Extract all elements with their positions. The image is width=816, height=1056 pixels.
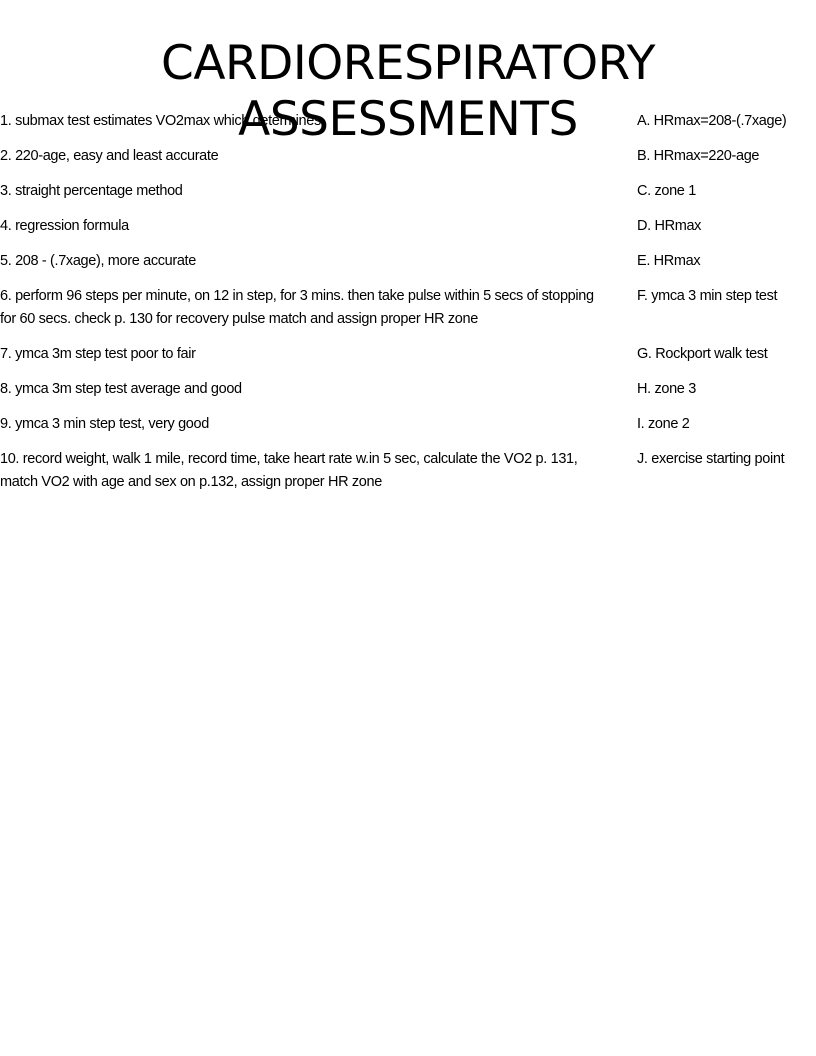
question-text: 8. ymca 3m step test average and good — [0, 381, 242, 397]
question-text: 10. record weight, walk 1 mile, record time, take heart rate w.in 5 sec, calculate the VO2 p. 131, match VO2 with age and sex on p.132, assign proper HR zone — [0, 451, 578, 490]
answer-option: B. HRmax=220-age — [637, 148, 760, 164]
question-text: 2. 220-age, easy and least accurate — [0, 148, 219, 164]
answer-option: C. zone 1 — [637, 183, 696, 199]
list-item — [0, 448, 816, 506]
answer-option: D. HRmax — [637, 218, 702, 234]
list-item — [0, 285, 816, 343]
list-item — [0, 180, 816, 215]
answer-option: F. ymca 3 min step test — [637, 288, 778, 304]
list-item — [0, 413, 816, 448]
answer-option: I. zone 2 — [637, 416, 690, 432]
question-text: 3. straight percentage method — [0, 183, 183, 199]
answer-option: G. Rockport walk test — [637, 346, 768, 362]
answer-option: E. HRmax — [637, 253, 701, 269]
question-text: 4. regression formula — [0, 218, 129, 234]
answer-option: H. zone 3 — [637, 381, 696, 397]
question-text: 9. ymca 3 min step test, very good — [0, 416, 209, 432]
answer-option: J. exercise starting point — [637, 451, 785, 467]
question-text: 5. 208 - (.7xage), more accurate — [0, 253, 196, 269]
list-item — [0, 110, 816, 145]
question-text: 6. perform 96 steps per minute, on 12 in step, for 3 mins. then take pulse within 5 secs of stopping for 60 secs. check p. 130 for recovery pulse match and assign proper HR zone — [0, 288, 594, 327]
list-item — [0, 145, 816, 180]
page-title: CARDIORESPIRATORY ASSESSMENTS — [161, 36, 655, 147]
question-text: 1. submax test estimates VO2max which determines — [0, 113, 321, 129]
answer-option: A. HRmax=208-(.7xage) — [637, 113, 787, 129]
list-item — [0, 343, 816, 378]
list-item — [0, 250, 816, 285]
list-item — [0, 378, 816, 413]
matching-list — [0, 110, 816, 506]
list-item — [0, 215, 816, 250]
question-text: 7. ymca 3m step test poor to fair — [0, 346, 196, 362]
